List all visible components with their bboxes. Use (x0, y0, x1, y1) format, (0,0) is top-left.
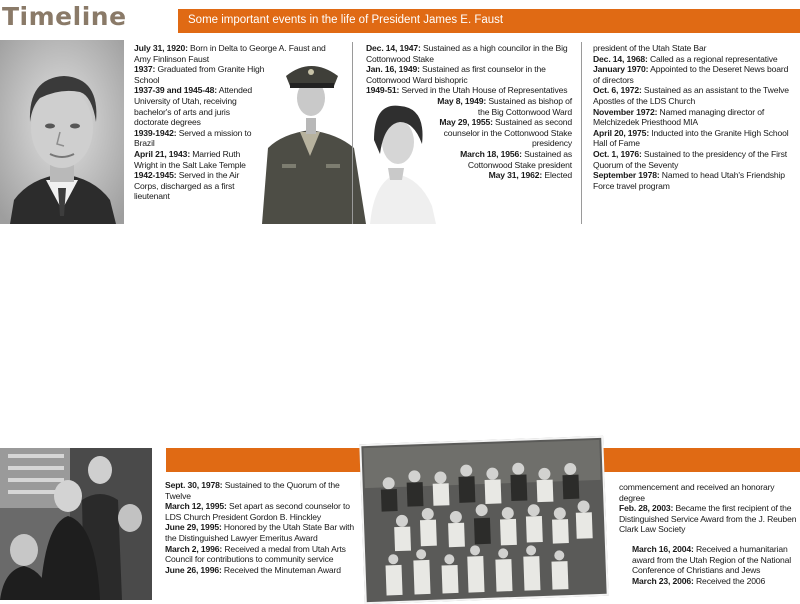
timeline-entry: May 8, 1949: Sustained as bishop of the Big Cottonwood Ward (437, 96, 572, 117)
timeline-entry: July 31, 1920: Born in Delta to George A. Faust and Amy Finlinson Faust (134, 43, 326, 64)
timeline-entry: Dec. 14, 1947: Sustained as a high councilor in the Big Cottonwood Stake (366, 43, 568, 64)
bottom-timeline-col-2b (632, 544, 798, 586)
timeline-entry: Jan. 16, 1949: Sustained as first counselor in the Cottonwood Ward bishopric (366, 64, 546, 85)
timeline-entry: June 26, 1996: Received the Minuteman Award (165, 564, 341, 575)
church-leaders-photo (0, 448, 152, 600)
column-divider (581, 42, 582, 224)
timeline-entry: Dec. 14, 1968: Called as a regional representative (593, 53, 778, 64)
bottom-timeline-col-2a (619, 482, 797, 535)
timeline-entry: 1942-1945: Served in the Air Corps, discharged as a first lieutenant (134, 170, 240, 202)
timeline-entry: May 29, 1955: Sustained as second counselor in the Cottonwood Stake presidency (439, 117, 572, 149)
banner-subtitle: Some important events in the life of President James E. Faust (188, 14, 504, 26)
timeline-entry: March 12, 1995: Set apart as second counselor to LDS Church President Gordon B. Hinckley (165, 501, 350, 522)
timeline-entry: Oct. 6, 1972: Sustained as an assistant to the Twelve Apostles of the LDS Church (593, 85, 789, 106)
timeline-entry: April 21, 1943: Married Ruth Wright in the Salt Lake Temple (134, 148, 246, 170)
timeline-entry: 1939-1942: Served a mission to Brazil (134, 127, 252, 149)
timeline-entry: March 18, 1956: Sustained as Cottonwood Stake president (460, 148, 572, 170)
top-timeline-col-2b (432, 96, 572, 181)
timeline-entry: commencement and received an honorary degree (619, 482, 775, 503)
timeline-entry: 1949-51: Served in the Utah House of Representatives (366, 85, 568, 96)
page-title: Timeline (2, 2, 127, 31)
timeline-entry: March 23, 2006: Received the 2006 (632, 575, 766, 586)
top-timeline-col-3 (593, 43, 797, 191)
bottom-timeline-col-1 (165, 480, 355, 575)
timeline-entry: Feb. 28, 2003: Became the first recipient of the Distinguished Service Award from the J. Reuben Clark Law Society (619, 503, 797, 535)
family-group-photo (359, 436, 608, 604)
timeline-entry: January 1970: Appointed to the Deseret News board of directors (593, 64, 789, 85)
timeline-entry: March 16, 2004: Received a humanitarian award from the Utah Region of the National Conference of Christians and Jews (632, 544, 791, 576)
timeline-entry: June 29, 1995: Honored by the Utah State Bar with the Distinguished Lawyer Emeritus Award (165, 522, 354, 543)
timeline-entry: September 1978: Named to head Utah's Friendship Force travel program (593, 170, 785, 191)
top-timeline-col-2a (366, 43, 572, 96)
column-divider (352, 42, 353, 224)
timeline-entry: May 31, 1962: Elected (488, 170, 572, 181)
timeline-entry: Oct. 1, 1976: Sustained to the presidency of the First Quorum of the Seventy (593, 148, 787, 170)
timeline-entry: Sept. 30, 1978: Sustained to the Quorum of the Twelve (165, 480, 340, 501)
top-timeline-col-1 (134, 43, 340, 202)
timeline-entry: November 1972: Named managing director of Melchizedek Priesthood MIA (593, 106, 765, 128)
title-banner (178, 9, 800, 33)
portrait-photo (0, 40, 124, 224)
timeline-entry: March 2, 1996: Received a medal from Utah Arts Council for contributions to community service (165, 543, 346, 565)
timeline-entry: president of the Utah State Bar (593, 43, 707, 53)
timeline-entry: 1937-39 and 1945-48: Attended University of Utah, receiving bachelor's of arts and juris doctorate degrees (134, 85, 252, 128)
timeline-entry: 1937: Graduated from Granite High School (134, 64, 265, 85)
timeline-entry: April 20, 1975: Inducted into the Granite High School Hall of Fame (593, 127, 789, 149)
